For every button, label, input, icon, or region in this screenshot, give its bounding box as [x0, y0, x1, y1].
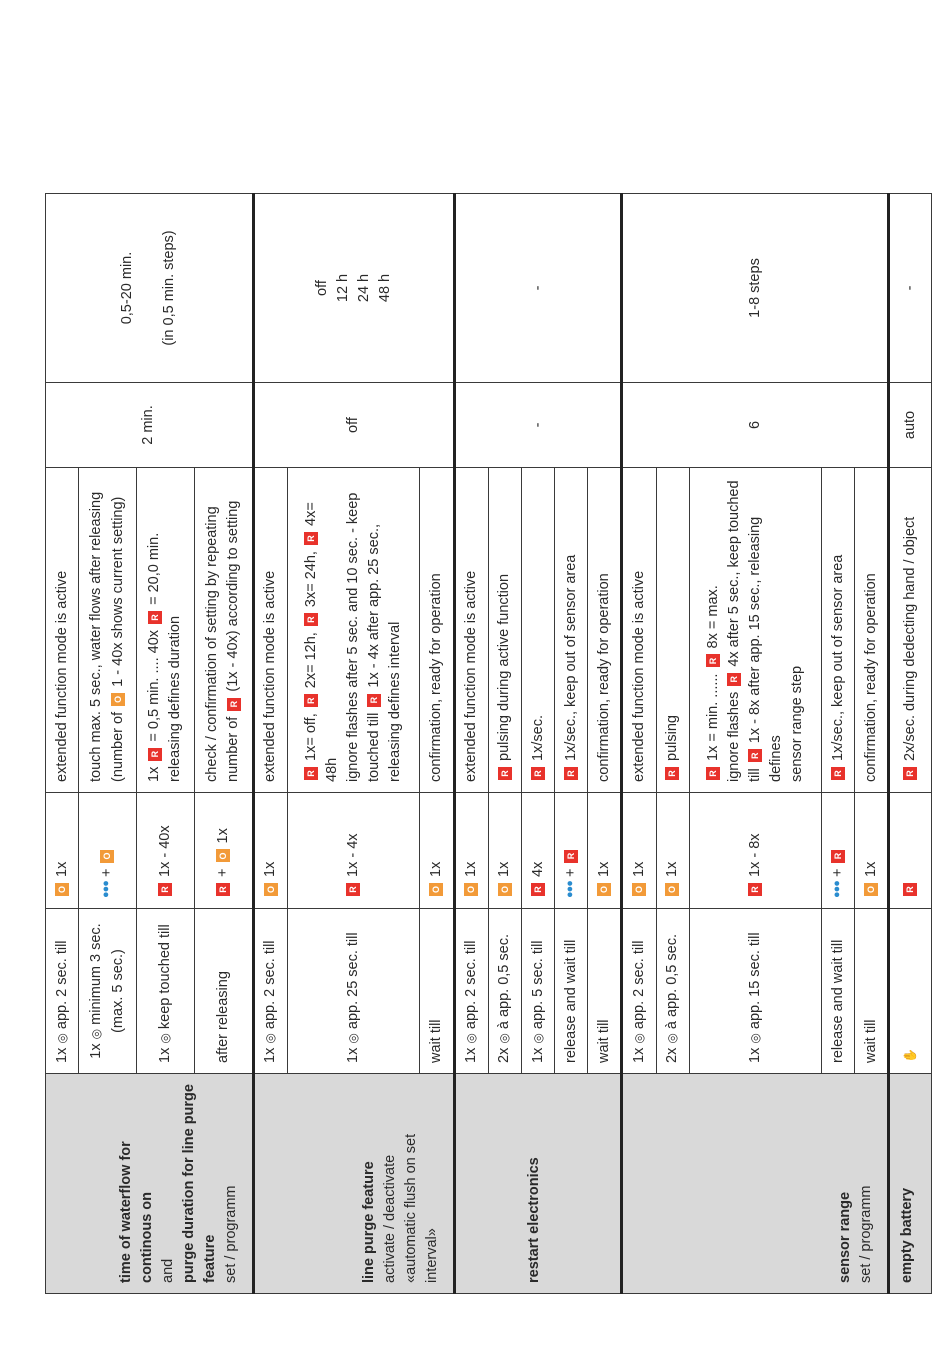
title-waterflow: time of waterflow for continous on: [117, 1141, 155, 1283]
range-cell: -: [889, 194, 932, 383]
water-drops-icon: ●●●: [563, 881, 576, 898]
group-header-line-purge: [253, 1074, 454, 1294]
signal-cell: O 1x: [454, 793, 488, 909]
description-cell: R 2x/sec. during dedecting hand / object: [889, 468, 932, 793]
table-row: [889, 194, 932, 1294]
signal-cell: ●●● + R: [555, 793, 588, 909]
red-led-icon: R: [304, 694, 318, 707]
orange-led-icon: O: [665, 883, 679, 896]
title-line-purge: line purge feature: [360, 1161, 377, 1283]
description-cell: extended function mode is active: [622, 468, 656, 793]
default-cell: 6: [622, 383, 889, 468]
default-cell: 2 min.: [46, 383, 254, 468]
description-cell: R 1x/sec., keep out of sensor area: [555, 468, 588, 793]
sensor-eye-icon: ◎: [157, 1033, 172, 1044]
subtitle: set / programm: [222, 1185, 239, 1283]
group-header-waterflow: [46, 1074, 254, 1294]
signal-cell: O 1x: [622, 793, 656, 909]
group-header-sensor-range: [622, 1074, 889, 1294]
default-cell: off: [253, 383, 454, 468]
description-cell: R 1x= off, R 2x= 12h, R 3x= 24h, R 4x= 48h ignore flashes after 5 sec. and 10 sec. - keep touched till R 1x - 4x after app. 25 sec., releasing defines interval: [288, 468, 420, 793]
orange-led-icon: O: [632, 883, 646, 896]
table-row: [46, 194, 79, 1294]
red-led-icon: R: [564, 850, 578, 863]
red-led-icon: R: [346, 883, 360, 896]
sensor-eye-icon: ◎: [497, 1033, 512, 1044]
action-cell: [889, 909, 932, 1074]
red-led-icon: R: [304, 767, 318, 780]
description-cell: 1x R = 0,5 min. .... 40x R = 20,0 min. releasing defines duration: [136, 468, 194, 793]
table-row: [253, 194, 287, 1294]
description-cell: extended function mode is active: [253, 468, 287, 793]
description-cell: extended function mode is active: [454, 468, 488, 793]
signal-cell: R 1x - 8x: [689, 793, 821, 909]
action-cell: 1x ◎ app. 2 sec. till: [622, 909, 656, 1074]
subtitle: set / programm: [858, 1185, 875, 1283]
orange-led-icon: O: [111, 693, 125, 706]
red-led-icon: R: [831, 767, 845, 780]
red-led-icon: R: [367, 694, 381, 707]
red-led-icon: R: [748, 883, 762, 896]
signal-cell: R 4x: [522, 793, 555, 909]
orange-led-icon: O: [216, 849, 230, 862]
table-row: [454, 194, 488, 1294]
description-cell: confirmation, ready for operation: [588, 468, 622, 793]
red-led-icon: R: [531, 767, 545, 780]
water-drops-icon: ●●●: [100, 881, 113, 898]
range-cell: 1-8 steps: [622, 194, 889, 383]
red-led-icon: R: [227, 698, 241, 711]
signal-cell: O 1x: [588, 793, 622, 909]
action-cell: 2x ◎ à app. 0,5 sec.: [656, 909, 689, 1074]
red-led-icon: R: [531, 883, 545, 896]
action-cell: 1x ◎ minimum 3 sec. (max. 5 sec.): [79, 909, 137, 1074]
water-drops-icon: ●●●: [830, 881, 843, 898]
title-restart: restart electronics: [526, 1157, 543, 1283]
orange-led-icon: O: [100, 850, 114, 863]
signal-cell: O 1x: [420, 793, 454, 909]
description-cell: R pulsing during active function: [488, 468, 521, 793]
range-cell: 0,5-20 min. (in 0,5 min. steps): [46, 194, 254, 383]
signal-cell: O 1x: [46, 793, 79, 909]
sensor-eye-icon: ◎: [89, 1028, 104, 1040]
orange-led-icon: O: [55, 883, 69, 896]
signal-cell: R + O 1x: [194, 793, 253, 909]
signal-cell: R 1x - 4x: [288, 793, 420, 909]
group-header-empty-battery: [889, 1074, 932, 1294]
red-led-icon: R: [304, 613, 318, 626]
action-cell: release and wait till: [555, 909, 588, 1074]
sensor-eye-icon: ◎: [54, 1033, 69, 1044]
description-cell: R 1x/sec.: [522, 468, 555, 793]
red-led-icon: R: [148, 611, 162, 624]
red-led-icon: R: [304, 532, 318, 545]
subtitle: activate / deactivate «automatic flush on set interval»: [381, 1133, 440, 1283]
description-cell: R pulsing: [656, 468, 689, 793]
hand-icon: ✋: [903, 1048, 918, 1063]
action-cell: 1x ◎ app. 2 sec. till: [46, 909, 79, 1074]
default-cell: -: [454, 383, 622, 468]
action-cell: wait till: [588, 909, 622, 1074]
description-cell: extended function mode is active: [46, 468, 79, 793]
red-led-icon: R: [158, 883, 172, 896]
description-cell: R 1x = min. ...... R 8x = max. ignore flashes R 4x after 5 sec., keep touched till R 1x - 8x after app. 15 sec., releasing defines sensor range step: [689, 468, 821, 793]
orange-led-icon: O: [597, 883, 611, 896]
sensor-eye-icon: ◎: [631, 1033, 646, 1044]
action-cell: 1x ◎ app. 5 sec. till: [522, 909, 555, 1074]
orange-led-icon: O: [498, 883, 512, 896]
action-cell: wait till: [420, 909, 454, 1074]
title-purge-duration: purge duration for line purge feature: [180, 1084, 218, 1283]
red-led-icon: R: [706, 767, 720, 780]
red-led-icon: R: [665, 767, 679, 780]
action-cell: 2x ◎ à app. 0,5 sec.: [488, 909, 521, 1074]
signal-cell: ●●● + R: [822, 793, 855, 909]
group-header-restart: [454, 1074, 622, 1294]
sensor-eye-icon: ◎: [464, 1033, 479, 1044]
range-cell: off 12 h 24 h 48 h: [253, 194, 454, 383]
sensor-eye-icon: ◎: [747, 1033, 762, 1044]
and-label: and: [159, 1258, 176, 1283]
description-cell: R 1x/sec., keep out of sensor area: [822, 468, 855, 793]
description-cell: check / confirmation of setting by repeating number of R (1x - 40x) according to setting: [194, 468, 253, 793]
description-cell: touch max. 5 sec., water flows after releasing (number of O 1 - 40x shows current setting): [79, 468, 137, 793]
table-row: [622, 194, 656, 1294]
action-cell: after releasing: [194, 909, 253, 1074]
description-cell: confirmation, ready for operation: [420, 468, 454, 793]
action-cell: release and wait till: [822, 909, 855, 1074]
settings-table: [45, 193, 932, 1294]
sensor-eye-icon: ◎: [530, 1033, 545, 1044]
action-cell: 1x ◎ keep touched till: [136, 909, 194, 1074]
range-cell: -: [454, 194, 622, 383]
red-led-icon: R: [216, 883, 230, 896]
action-cell: 1x ◎ app. 25 sec. till: [288, 909, 420, 1074]
red-led-icon: R: [727, 673, 741, 686]
signal-cell: O 1x: [253, 793, 287, 909]
red-led-icon: R: [148, 748, 162, 761]
title-empty-battery: empty battery: [898, 1187, 915, 1283]
orange-led-icon: O: [264, 883, 278, 896]
red-led-icon: R: [564, 767, 578, 780]
orange-led-icon: O: [864, 883, 878, 896]
red-led-icon: R: [498, 767, 512, 780]
action-cell: 1x ◎ app. 15 sec. till: [689, 909, 821, 1074]
sensor-eye-icon: ◎: [263, 1033, 278, 1044]
action-cell: wait till: [855, 909, 889, 1074]
description-cell: confirmation, ready for operation: [855, 468, 889, 793]
rotated-table-container: [45, 194, 932, 1294]
action-cell: 1x ◎ app. 2 sec. till: [454, 909, 488, 1074]
signal-cell: O 1x: [488, 793, 521, 909]
red-led-icon: R: [706, 655, 720, 668]
orange-led-icon: O: [429, 883, 443, 896]
signal-cell: R 1x - 40x: [136, 793, 194, 909]
signal-cell: ●●● + O: [79, 793, 137, 909]
red-led-icon: R: [903, 767, 917, 780]
default-cell: auto: [889, 383, 932, 468]
signal-cell: [889, 793, 932, 909]
red-led-icon: R: [748, 749, 762, 762]
sensor-eye-icon: ◎: [346, 1033, 361, 1044]
orange-led-icon: O: [464, 883, 478, 896]
title-sensor-range: sensor range: [837, 1191, 854, 1283]
signal-cell: O 1x: [656, 793, 689, 909]
red-led-icon: R: [903, 883, 917, 896]
sensor-eye-icon: ◎: [665, 1033, 680, 1044]
action-cell: 1x ◎ app. 2 sec. till: [253, 909, 287, 1074]
red-led-icon: R: [831, 850, 845, 863]
signal-cell: O 1x: [855, 793, 889, 909]
